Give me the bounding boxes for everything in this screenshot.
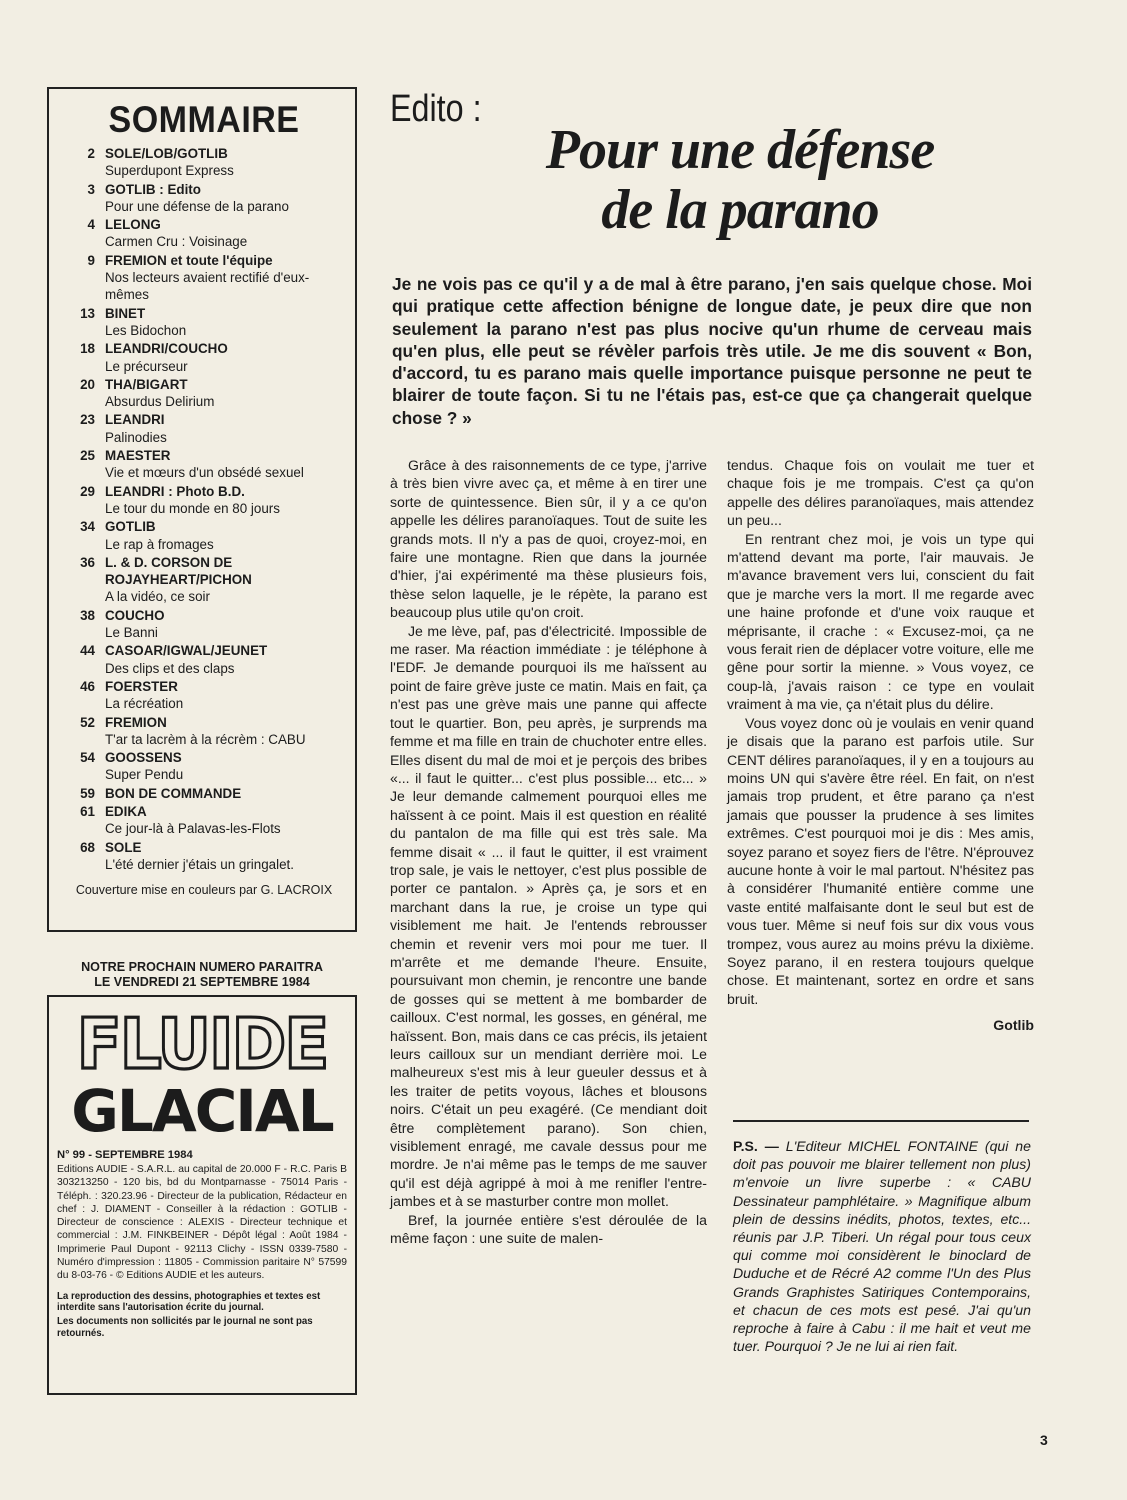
toc-entry [105, 340, 345, 375]
toc-author: SOLE/LOB/GOTLIB [105, 146, 228, 161]
toc-author: FOERSTER [105, 678, 178, 694]
sommaire-box [47, 87, 357, 932]
article-paragraph: Vous voyez donc où je voulais en venir quand je disais que la parano est parfois utile. Sur CENT délires paranoïaques, il y en a toujours au moins UN qui s'avère être réel. En fait, on n'est jamais trop prudent, et être parano ça n'est jamais que pousser la prudence à ses limites extrêmes. C'est pourquoi moi je dis : Mes amis, soyez parano et soyez fiers de l'être. N'éprouvez aucune honte à voir le mal partout. N'hésitez pas à considérer l'humanité entière comme une vaste entité malfaisante dont le seul but est de vous tuer. Même si neuf fois sur dix vous vous trompez, vous aurez au moins prévu la dixième. Soyez parano, il en restera toujours quelque chose. Et maintenant, sortez en ordre et sans bruit. [727, 714, 1034, 1007]
toc-title: Des clips et des claps [105, 660, 235, 676]
toc-title: Ce jour-là à Palavas-les-Flots [105, 821, 281, 837]
toc-item [63, 340, 345, 375]
toc-page-number: 38 [80, 607, 95, 623]
toc-author: GOTLIB [105, 519, 156, 535]
toc-entry [105, 642, 345, 677]
toc-entry [105, 181, 345, 216]
headline-line-2: de la parano [601, 179, 879, 241]
article-column-2 [727, 456, 1034, 1035]
toc-title: Absurdus Delirium [105, 394, 215, 410]
toc-item [63, 216, 345, 251]
toc-entry [105, 145, 345, 180]
toc-title: Le Banni [105, 625, 158, 641]
toc-item [63, 714, 345, 749]
toc-author: SOLE [105, 839, 142, 855]
toc-author: BINET [105, 305, 146, 321]
toc-entry [105, 376, 345, 411]
toc-entry [105, 411, 345, 446]
toc-title: Carmen Cru : Voisinage [105, 234, 248, 250]
toc-item [63, 411, 345, 446]
reproduction-notice: La reproduction des dessins, photographies et textes est interdite sans l'autorisation écrite du journal. [57, 1290, 321, 1314]
toc-item [63, 839, 345, 874]
toc-entry [105, 305, 345, 340]
next-issue-line: NOTRE PROCHAIN NUMERO PARAITRA [81, 960, 323, 974]
ps-text: L'Editeur MICHEL FONTAINE (qui ne doit pas pouvoir me blairer tellement non plus) m'envoie un livre superbe : « CABU Dessinateur pamphlétaire. » Magnifique album plein de dessins inédits, photos, textes, etc... réunis par J.P. Tiberi. Un régal pour tous ceux qui comme moi considèrent le binoclard de Duduche et de Récré A2 comme l'Un des Plus Grands Graphistes Satiriques Contemporains, et chacun de ces mots est pesé. J'ai qu'un reproche à faire à Cabu : il me hait et veut me tuer. Pourquoi ? Je ne lui ai rien fait. [733, 1138, 1031, 1355]
toc-entry [105, 678, 345, 713]
sommaire-title: SOMMAIRE [108, 99, 300, 140]
toc-item [63, 518, 345, 553]
toc-author: FREMION [105, 714, 167, 730]
toc-entry [105, 216, 345, 251]
toc-author: BON DE COMMANDE [105, 785, 242, 801]
toc-author: LEANDRI [105, 412, 165, 428]
cover-credit: Couverture mise en couleurs par G. LACROIX [75, 883, 333, 898]
toc-page-number: 13 [80, 305, 95, 321]
toc-title: Pour une défense de la parano [105, 198, 289, 214]
toc-page-number: 34 [80, 519, 95, 535]
toc-title: Le rap à fromages [105, 536, 214, 552]
toc-author: GOTLIB : Edito [105, 181, 201, 197]
toc-title: Le tour du monde en 80 jours [105, 500, 280, 516]
toc-item [63, 305, 345, 340]
toc-item [63, 145, 345, 180]
toc-title: Les Bidochon [105, 322, 187, 338]
toc-entry [105, 483, 345, 518]
toc-entry [105, 785, 345, 802]
toc-author: COUCHO [105, 607, 165, 623]
toc-item [63, 252, 345, 304]
article-paragraph: Grâce à des raisonnements de ce type, j'arrive à très bien vivre avec ça, et même à en tirer une sorte de quintessence. Bien sûr, il y a ce qu'on appelle les délires paranoïaques. Tout de suite les grands mots. Il n'y a pas de quoi, croyez-moi, en faire une montagne. Rien que dans la journée d'hier, j'ai expérimenté ma thèse plusieurs fois, thèse selon laquelle, je le répète, la parano est beaucoup plus utile qu'on croit. [390, 457, 707, 621]
toc-entry [105, 518, 345, 553]
toc-title: Palinodies [105, 429, 167, 445]
toc-title: Superdupont Express [105, 163, 234, 179]
toc-page-number: 20 [80, 376, 95, 392]
toc-item [63, 785, 345, 802]
toc-item [63, 376, 345, 411]
lead-paragraph: Je ne vois pas ce qu'il y a de mal à être parano, j'en sais quelque chose. Moi qui pratique cette affection bénigne de longue date, je peux dire que non seulement la parano n'est pas plus nocive qu'un rhume de cerveau mais qu'en plus, elle peut se révèler parfois très utile. Je me dis souvent « Bon, d'accord, tu es parano mais quelle importance puisque personne ne peut te blairer de toute façon. Si tu ne l'étais pas, est-ce que ça changerait quelque chose ? » [392, 274, 1032, 428]
toc-author: MAESTER [105, 448, 171, 464]
toc-author: LEANDRI/COUCHO [105, 341, 228, 357]
toc-item [63, 447, 345, 482]
edito-label: Edito : [390, 88, 482, 130]
toc-title: A la vidéo, ce soir [105, 589, 210, 605]
toc-item [63, 554, 345, 606]
author-signature: Gotlib [993, 1017, 1034, 1034]
article-column-1 [390, 456, 707, 1247]
next-issue-date: LE VENDREDI 21 SEPTEMBRE 1984 [94, 975, 310, 989]
toc-entry [105, 714, 345, 749]
toc-page-number: 9 [87, 252, 95, 268]
logo-word-glacial: GLACIAL [71, 1077, 333, 1143]
toc-page-number: 36 [80, 554, 95, 570]
toc-page-number: 4 [87, 217, 95, 233]
imprint-box [47, 995, 357, 1395]
page-number: 3 [1040, 1432, 1048, 1448]
toc-author: LELONG [105, 217, 161, 233]
toc-page-number: 29 [80, 483, 95, 499]
toc-page-number: 46 [80, 678, 95, 694]
toc-item [63, 678, 345, 713]
toc-page-number: 59 [80, 785, 95, 801]
imprint-text: Editions AUDIE - S.A.R.L. au capital de 20.000 F - R.C. Paris B 303213250 - 120 bis, bd du Montparnasse - 75014 Paris - Téléph. : 320.23.96 - Directeur de la publication, Rédacteur en chef : J. DIAMENT - Conseiller à la rédaction : GOTLIB - Directeur de conscience : ALEXIS - Directeur technique et commercial : J.M. FINKBEINER - Dépôt légal : Août 1984 - Imprimerie Paul Dupont - 92113 Clichy - ISSN 0339-7580 - Numéro d'impression : 11805 - Commission paritaire N° 57599 du 8-03-76 - © Editions AUDIE et les auteurs. [57, 1164, 347, 1282]
article-paragraph: Bref, la journée entière s'est déroulée de la même façon : une suite de malen- [390, 1211, 707, 1247]
toc-page-number: 61 [80, 803, 95, 819]
toc-entry [105, 447, 345, 482]
unsolicited-notice: Les documents non sollicités par le journal ne sont pas retournés. [57, 1316, 313, 1340]
toc-entry [105, 839, 345, 874]
toc-title: T'ar ta lacrèm à la récrèm : CABU [105, 731, 306, 747]
logo-word-fluide: FLUIDE [76, 1003, 328, 1085]
toc-item [63, 483, 345, 518]
toc-author: THA/BIGART [105, 376, 188, 392]
toc-author: L. & D. CORSON DE ROJAYHEART/PICHON [105, 554, 252, 588]
toc-page-number: 54 [80, 750, 95, 766]
issue-number: N° 99 - SEPTEMBRE 1984 [57, 1149, 193, 1161]
toc-entry [105, 252, 345, 304]
toc-item [63, 749, 345, 784]
article-paragraph: Je me lève, paf, pas d'électricité. Impossible de me raser. Ma réaction immédiate : je téléphone à l'EDF. Je demande pourquoi ils me haïssent au point de faire grève juste ce matin. Mais en fait, ça n'est pas une grève mais une panne qui affecte tout le quartier. Bon, peu après, je surprends ma femme et ma fille en train de chuchoter entre elles. Elles disent du mal de moi et je perçois des bribes «... il faut le quitter... c'est plus possible... etc... » Je leur demande calmement pourquoi elles me haïssent à ce point. Mais il est question en réalité du pantalon de ma fille qui est très sale. Ma femme disait « ... il faut le quitter, il est vraiment trop sale, je vais le nettoyer, c'est plus possible de porter ce pantalon. » Après ça, je sors et en marchant dans la rue, je croise un type qui visiblement me hait. Je l'entends rebrousser chemin et revenir vers moi pour me tuer. Il m'arrête et me demande l'heure. Ensuite, poursuivant mon chemin, je rencontre une bande de gosses qui se mettent à me bombarder de cailloux. C'est normal, les gosses, en général, me haïssent. Bon, mais dans ce cas précis, ils jetaient leurs cailloux sur un mendiant derrière moi. Le malheureux s'est mis à leur gueuler dessus et à les traiter de petits voyous, lâches et blousons noirs. C'était un peu exagéré. (Ce mendiant doit être complètement parano). Son chien, visiblement enragé, me cavale dessus pour me mordre. Je n'ai même pas le temps de me sauver qu'il est déjà agrippé à moi à me renifler l'entre-jambes et à se masturber contre mon mollet. [390, 622, 707, 1210]
toc-entry [105, 607, 345, 642]
toc-author: LEANDRI : Photo B.D. [105, 483, 245, 499]
toc-author: GOOSSENS [105, 750, 182, 766]
toc-title: Super Pendu [105, 767, 184, 783]
toc-item [63, 803, 345, 838]
table-of-contents [63, 145, 345, 873]
toc-title: Nos lecteurs avaient rectifié d'eux-mêmes [105, 270, 310, 303]
article-paragraph: En rentrant chez moi, je vois un type qui m'attend devant ma porte, l'air mauvais. Je m'avance bravement vers lui, conscient du fait que je marche vers la mort. Il me regarde avec une haine profonde et d'une voix rauque et méprisante, il crache : « Excusez-moi, ça ne vous ferait rien de déplacer votre voiture, elle me gêne pour sortir la mienne. » Vous voyez, ce coup-là, j'avais raison : ce type en voulait vraiment à ma vie, ça n'était plus du délire. [727, 530, 1034, 713]
toc-page-number: 3 [87, 181, 95, 197]
toc-entry [105, 749, 345, 784]
headline [420, 120, 1060, 240]
toc-item [63, 181, 345, 216]
toc-title: La récréation [105, 696, 184, 712]
toc-entry [105, 803, 345, 838]
toc-title: Le précurseur [105, 358, 188, 374]
toc-page-number: 68 [80, 839, 95, 855]
toc-item [63, 607, 345, 642]
toc-page-number: 2 [87, 146, 95, 161]
toc-title: Vie et mœurs d'un obsédé sexuel [105, 465, 304, 481]
toc-title: L'été dernier j'étais un gringalet. [105, 856, 294, 872]
toc-page-number: 25 [80, 448, 95, 464]
toc-author: EDIKA [105, 803, 147, 819]
toc-page-number: 44 [80, 643, 95, 659]
ps-divider [733, 1120, 1029, 1122]
article-paragraph: tendus. Chaque fois on voulait me tuer et chaque fois je me trompais. C'est ça qu'on appelle des délires paranoïaques, mais attendez un peu... [727, 457, 1034, 529]
next-issue-notice [47, 960, 357, 990]
toc-item [63, 642, 345, 677]
postscript [733, 1137, 1031, 1355]
toc-page-number: 23 [80, 412, 95, 428]
headline-line-1: Pour une défense [545, 119, 935, 181]
toc-page-number: 18 [80, 341, 95, 357]
toc-author: FREMION et toute l'équipe [105, 252, 273, 268]
toc-page-number: 52 [80, 714, 95, 730]
ps-label: P.S. — [733, 1138, 779, 1154]
fluide-glacial-logo [57, 1003, 347, 1143]
toc-entry [105, 554, 345, 606]
toc-author: CASOAR/IGWAL/JEUNET [105, 643, 268, 659]
